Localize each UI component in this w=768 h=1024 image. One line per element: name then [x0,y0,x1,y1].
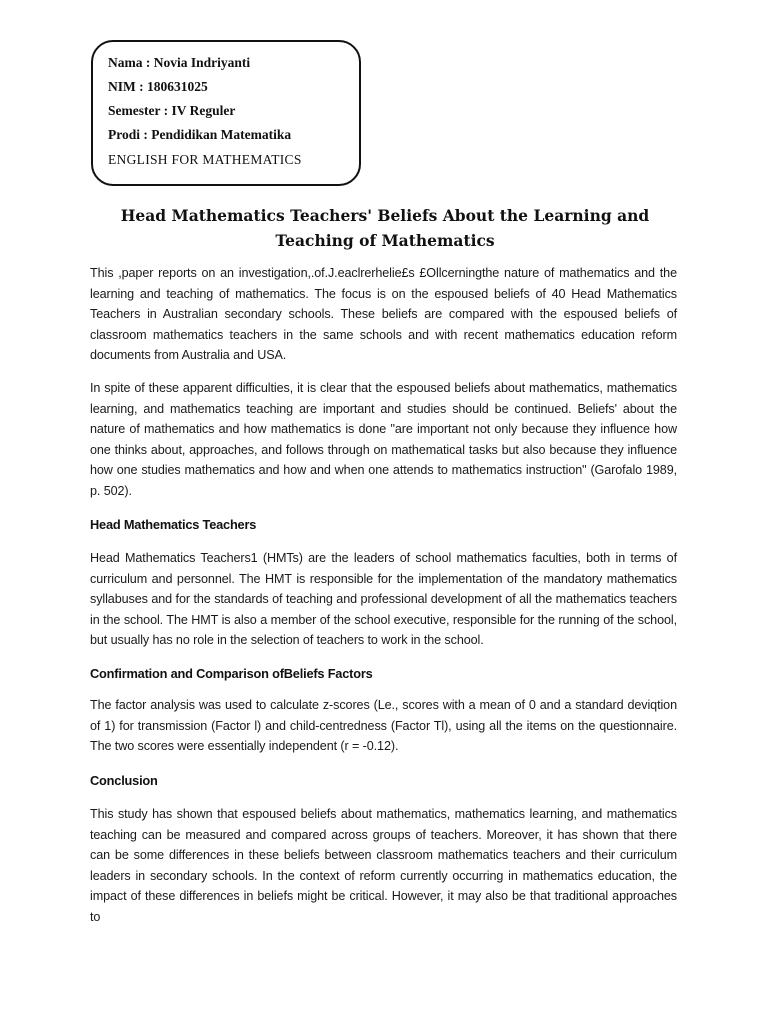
hmt-paragraph: Head Mathematics Teachers1 (HMTs) are the leaders of school mathematics faculties, both in terms of curriculum and personnel. The HMT is responsible for the implementation of the mandatory mathematics syllabuses and for the standards of teaching and professional development of all the mathematics teachers in the school. The HMT is also a member of the school executive, responsible for the running of the school, but usually has no role in the selection of teachers to work in the school. [90,551,677,648]
section-heading-conclusion: Conclusion [90,773,158,788]
factor-paragraph: The factor analysis was used to calculate z-scores (Le., scores with a mean of 0 and a standard deviqtion of 1) for transmission (Factor l) and child-centredness (Factor Tl), using all the items on the questionnaire. The two scores were essentially independent (r = -0.12). [90,698,677,754]
student-nim: NIM : 180631025 [108,79,208,94]
intro-paragraph: This ,paper reports on an investigation,.of.J.eaclrerhelie£s £Ollcerningthe nature of mathematics and the learning and teaching of mathematics. The focus is on the espoused beliefs of 40 Head Mathematics Teachers in Australian secondary schools. These beliefs are compared with the espoused beliefs of classroom mathematics teachers in the same schools and with recent mathematics education reform documents from Australia and USA. [90,266,677,363]
document-title: Head Mathematics Teachers' Beliefs About the Learning and Teaching of Mathematics [120,206,650,250]
section-heading-confirmation: Confirmation and Comparison ofBeliefs Factors [90,666,373,681]
student-prodi: Prodi : Pendidikan Matematika [108,127,292,142]
difficulties-paragraph: In spite of these apparent difficulties, it is clear that the espoused beliefs about mathematics, mathematics learning, and mathematics teaching are important and studies should be continued. Beliefs' about the nature of mathematics and how mathematics is done "are important not only because they influence how one thinks about, approaches, and follows through on mathematical tasks but also because they influence how one studies mathematics and how and when one attends to mathematics instruction" (Garofalo 1989, p. 502). [90,381,677,498]
section-heading-hmt: Head Mathematics Teachers [90,517,257,532]
conclusion-paragraph: This study has shown that espoused beliefs about mathematics, mathematics learning, and mathematics teaching can be measured and compared across groups of teachers. Moreover, it has shown that there can be some differences in these beliefs between classroom mathematics teachers and their curriculum leaders in secondary schools. In the context of reform currently occurring in mathematics education, the impact of these differences in beliefs might be critical. However, it may also be that traditional approaches to [90,807,677,924]
student-semester: Semester : IV Reguler [108,103,236,118]
course-name: ENGLISH FOR MATHEMATICS [108,152,302,167]
student-name: Nama : Novia Indriyanti [108,55,251,70]
